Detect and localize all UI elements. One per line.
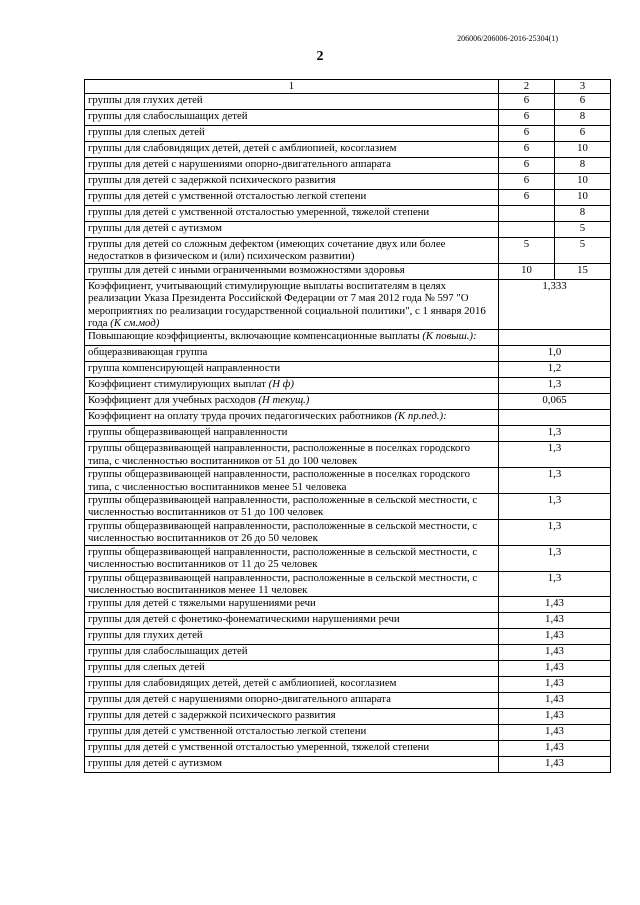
coefficient-symbol: (К пр.пед.): [394,410,447,423]
coefficient-value-cell: 1,3 [499,426,611,442]
row-label-text: группы общеразвивающей направленности [88,426,288,439]
table-row [85,645,611,661]
row-label [85,545,499,571]
row-label [85,110,499,126]
table-row [85,279,611,330]
row-label-text: Коэффициент для учебных расходов [88,394,256,407]
row-label [85,494,499,520]
row-label-text: группы для детей с иными ограниченными возможностями здоровья [88,263,405,276]
count-col3-cell: 8 [555,158,611,174]
table-row [85,206,611,222]
row-label-text: группы для детей с аутизмом [88,757,223,770]
count-col3-cell: 6 [555,94,611,110]
table-row [85,741,611,757]
row-label [85,645,499,661]
row-label-text: Повышающие коэффициенты, включающие компенсационные выплаты [88,330,420,343]
table-row [85,426,611,442]
row-label [85,725,499,741]
row-label-text: группа компенсирующей направленности [88,362,281,375]
row-label-text: группы для слепых детей [88,126,205,138]
column-header: 2 [499,80,555,94]
coefficients-table [84,79,611,773]
row-label [85,279,499,330]
coefficient-value-cell: 1,43 [499,661,611,677]
row-label-text: группы общеразвивающей направленности, расположенные в сельской местности, с численностью воспитанников от 51 до 100 человек [88,494,478,519]
row-label-text: группы для детей с умственной отсталостью умеренной, тяжелой степени [88,741,430,754]
coefficient-value-cell: 1,43 [499,757,611,773]
count-col3-cell: 8 [555,110,611,126]
table-row [85,519,611,545]
coefficient-value-cell: 1,43 [499,693,611,709]
coefficient-symbol: (Н текущ.) [258,394,310,407]
row-label-text: группы для детей с фонетико-фонематическими нарушениями речи [88,613,400,626]
count-col2-cell: 6 [499,190,555,206]
row-label [85,757,499,773]
row-label-text: группы для детей с умственной отсталостью легкой степени [88,725,367,738]
coefficient-value-cell: 1,43 [499,597,611,613]
coefficient-value-cell: 1,43 [499,613,611,629]
count-col3-cell: 10 [555,174,611,190]
count-col3-cell: 15 [555,263,611,279]
row-label [85,519,499,545]
coefficient-symbol: (К см.мод) [110,317,160,330]
count-col2-cell: 6 [499,126,555,142]
count-col3-cell: 10 [555,190,611,206]
table-header-row [85,80,611,94]
table-row [85,158,611,174]
coefficient-value-cell: 1,43 [499,645,611,661]
table-row [85,222,611,238]
table-row [85,174,611,190]
coefficient-symbol: (К повыш.): [422,330,477,343]
row-label-text: группы общеразвивающей направленности, расположенные в сельской местности, с численностью воспитанников от 26 до 50 человек [88,519,478,545]
row-label-text: Коэффициент стимулирующих выплат [88,378,266,391]
row-label [85,571,499,597]
row-label [85,741,499,757]
coefficient-value-cell: 1,3 [499,442,611,468]
table-row [85,725,611,741]
coefficient-value-cell: 1,3 [499,571,611,597]
row-label [85,410,499,426]
column-header: 1 [85,80,499,94]
coefficient-symbol: (Н ф) [268,378,294,391]
row-label-text: группы для детей со сложным дефектом (имеющих сочетание двух или более недостатков в физическом и (или) психическом развитии) [88,238,446,263]
table-row [85,693,611,709]
row-label-text: группы для глухих детей [88,629,203,642]
row-label [85,442,499,468]
table-body [85,94,611,773]
count-col2-cell: 6 [499,174,555,190]
coefficient-value-cell: 1,3 [499,494,611,520]
row-label-text: группы общеразвивающей направленности, расположенные в поселках городского типа, с численностью воспитанников от 51 до 100 человек [88,442,471,467]
row-label [85,629,499,645]
count-col2-cell: 6 [499,94,555,110]
row-label [85,238,499,264]
row-label [85,94,499,110]
row-label-text: группы для детей с задержкой психического развития [88,709,336,722]
table-row [85,661,611,677]
row-label-text: группы общеразвивающей направленности, расположенные в поселках городского типа, с численностью воспитанников менее 51 человека [88,468,471,493]
coefficient-value-cell: 1,3 [499,378,611,394]
table-row [85,709,611,725]
row-label [85,378,499,394]
coefficient-value-cell: 1,43 [499,741,611,757]
coefficient-value-cell: 1,43 [499,677,611,693]
row-label [85,597,499,613]
coefficient-value-cell: 1,333 [499,279,611,330]
coefficient-value-cell [499,330,611,346]
table-row [85,629,611,645]
row-label-text: группы для детей с задержкой психического развития [88,174,336,186]
count-col2-cell [499,222,555,238]
row-label-text: группы для детей с умственной отсталостью умеренной, тяжелой степени [88,206,430,218]
count-col3-cell: 5 [555,238,611,264]
row-label [85,142,499,158]
row-label-text: группы для слабослышащих детей [88,645,248,658]
count-col2-cell: 6 [499,142,555,158]
table-row [85,442,611,468]
table-row [85,94,611,110]
count-col3-cell: 5 [555,222,611,238]
row-label [85,677,499,693]
document-number: 206006/206006-2016-25304(1) [457,34,558,43]
table-row [85,238,611,264]
row-label [85,362,499,378]
count-col2-cell: 6 [499,110,555,126]
coefficient-value-cell: 1,3 [499,468,611,494]
table-row [85,468,611,494]
table-row [85,330,611,346]
count-col2-cell [499,206,555,222]
row-label [85,346,499,362]
table-row [85,142,611,158]
row-label-text: группы для детей с нарушениями опорно-двигательного аппарата [88,158,391,170]
row-label [85,426,499,442]
count-col3-cell: 6 [555,126,611,142]
row-label [85,158,499,174]
row-label-text: группы для детей с умственной отсталостью легкой степени [88,190,367,202]
table-row [85,597,611,613]
row-label-text: группы для слабовидящих детей, детей с амблиопией, косоглазием [88,142,397,154]
row-label [85,126,499,142]
count-col3-cell: 10 [555,142,611,158]
row-label [85,263,499,279]
row-label [85,661,499,677]
table-row [85,346,611,362]
row-label [85,174,499,190]
table-row [85,362,611,378]
row-label [85,693,499,709]
table-row [85,263,611,279]
row-label [85,330,499,346]
row-label-text: группы общеразвивающей направленности, расположенные в сельской местности, с численностью воспитанников от 11 до 25 человек [88,545,478,571]
table-row [85,190,611,206]
row-label-text: группы для детей с нарушениями опорно-двигательного аппарата [88,693,391,706]
table-row [85,394,611,410]
coefficient-value-cell: 1,2 [499,362,611,378]
coefficient-value-cell: 1,3 [499,545,611,571]
table-row [85,613,611,629]
row-label [85,468,499,494]
table-row [85,571,611,597]
coefficient-value-cell [499,410,611,426]
row-label-text: группы для слабослышащих детей [88,110,248,122]
row-label-text: группы для детей с тяжелыми нарушениями речи [88,597,316,610]
coefficient-value-cell: 1,0 [499,346,611,362]
column-header: 3 [555,80,611,94]
row-label-text: группы для слабовидящих детей, детей с амблиопией, косоглазием [88,677,397,690]
row-label-text: группы для слепых детей [88,661,205,674]
coefficient-value-cell: 0,065 [499,394,611,410]
row-label-text: общеразвивающая группа [88,346,208,359]
row-label-text: Коэффициент на оплату труда прочих педагогических работников [88,410,392,423]
row-label [85,222,499,238]
count-col2-cell: 6 [499,158,555,174]
table-row [85,126,611,142]
table-row [85,110,611,126]
row-label-text: группы общеразвивающей направленности, расположенные в сельской местности, с численностью воспитанников менее 11 человек [88,571,478,596]
page-number: 2 [316,49,324,64]
table-row [85,757,611,773]
row-label [85,709,499,725]
table-row [85,410,611,426]
row-label-text: Коэффициент, учитывающий стимулирующие выплаты воспитателям в целях реализации Указа Президента Российской Федерации от 7 мая 2012 года № 597 "О мероприятиях по реализации государственной социальной политики", с 1 января 2016 года [88,279,486,330]
table-row [85,378,611,394]
coefficient-value-cell: 1,43 [499,709,611,725]
row-label [85,613,499,629]
row-label [85,394,499,410]
count-col2-cell: 10 [499,263,555,279]
coefficient-value-cell: 1,3 [499,519,611,545]
table-row [85,545,611,571]
row-label [85,206,499,222]
row-label [85,190,499,206]
coefficient-value-cell: 1,43 [499,725,611,741]
table-row [85,677,611,693]
table-row [85,494,611,520]
row-label-text: группы для глухих детей [88,94,203,106]
count-col3-cell: 8 [555,206,611,222]
coefficient-value-cell: 1,43 [499,629,611,645]
count-col2-cell: 5 [499,238,555,264]
row-label-text: группы для детей с аутизмом [88,222,223,234]
